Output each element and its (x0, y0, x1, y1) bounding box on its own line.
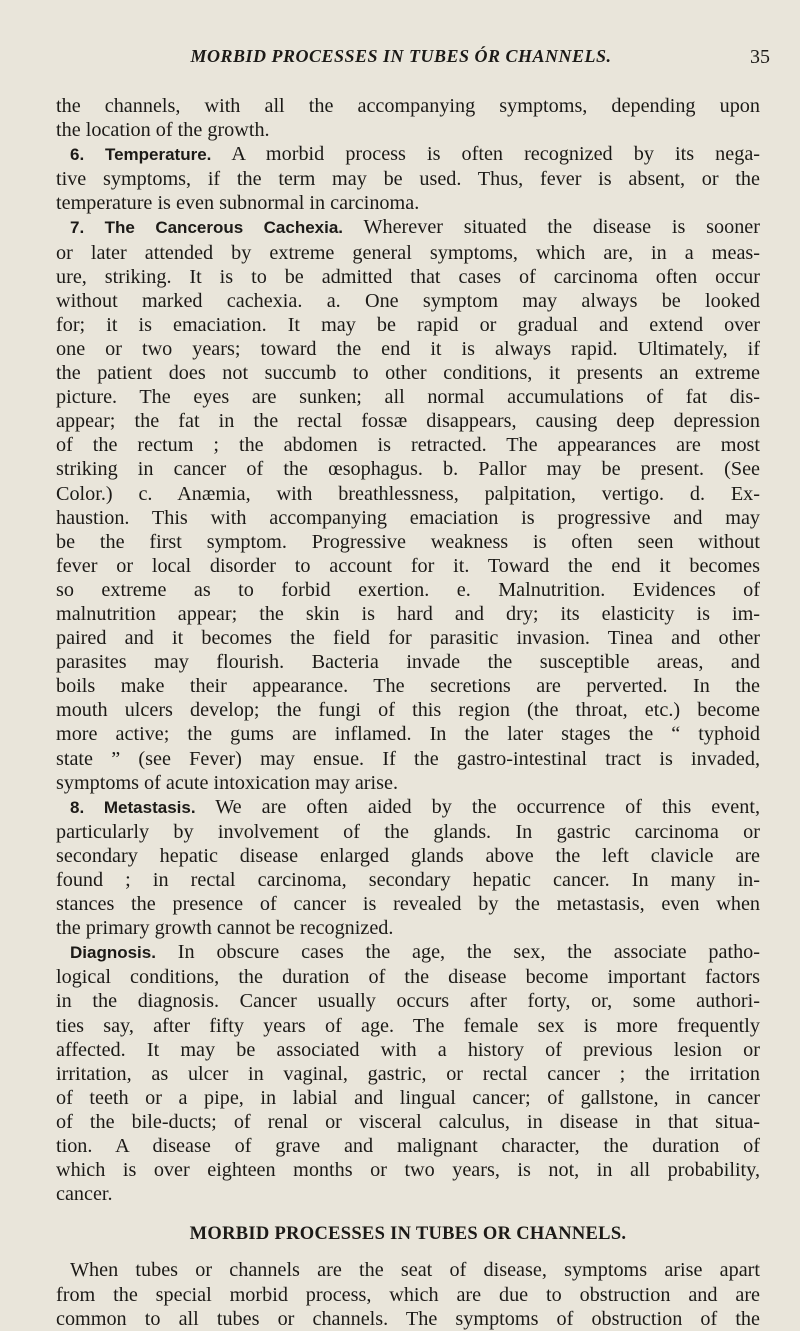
line-text: one or two years; toward the end it is always rapid. Ultimately, if (56, 337, 760, 360)
text-line (56, 892, 760, 916)
text-line (56, 626, 760, 650)
text-line (56, 94, 760, 118)
running-head: MORBID PROCESSES IN TUBES ÓR CHANNELS. (190, 46, 612, 66)
text-line (56, 385, 760, 409)
text-line (56, 674, 760, 698)
line-text: haustion. This with accompanying emaciation is progressive and may (56, 506, 760, 529)
line-text: so extreme as to forbid exertion. e. Malnutrition. Evidences of (56, 578, 760, 601)
line-text: stances the presence of cancer is revealed by the metastasis, even when (56, 893, 760, 916)
text-line (56, 1038, 760, 1062)
line-text: found ; in rectal carcinoma, secondary hepatic cancer. In many in- (56, 869, 760, 891)
text-line (56, 820, 760, 844)
line-text: be the first symptom. Progressive weakness is often seen without (56, 530, 760, 553)
text-line (56, 578, 760, 602)
text-line (56, 313, 760, 337)
text-line (56, 191, 760, 215)
section-heading: MORBID PROCESSES IN TUBES OR CHANNELS. (189, 1224, 627, 1245)
text-line (56, 989, 760, 1013)
text-line (56, 1307, 760, 1331)
text-line (56, 698, 760, 722)
line-text: from the special morbid process, which are due to obstruction and are (56, 1283, 760, 1306)
line-text: A morbid process is often recognized by its nega- (211, 143, 760, 166)
line-text: We are often aided by the occurrence of this event, (195, 795, 760, 818)
text-line (56, 1258, 760, 1282)
line-text: ties say, after fifty years of age. The female sex is more frequently (56, 1014, 760, 1037)
text-line (56, 167, 760, 191)
line-text: tion. A disease of grave and malignant character, the duration of (56, 1135, 760, 1158)
line-text: ure, striking. It is to be admitted that cases of carcinoma often occur (56, 265, 760, 288)
text-line (56, 1158, 760, 1182)
line-text: paired and it becomes the field for parasitic invasion. Tinea and other (56, 627, 760, 650)
text-line (56, 215, 760, 240)
line-text: state ” (see Fever) may ensue. If the gastro-intestinal tract is invaded, (56, 747, 760, 770)
line-text: of teeth or a pipe, in labial and lingual cancer; of gallstone, in cancer (56, 1086, 760, 1109)
text-line (56, 916, 760, 940)
line-text: for; it is emaciation. It may be rapid or gradual and extend over (56, 313, 760, 336)
line-text: symptoms of acute intoxication may arise. (56, 771, 398, 794)
line-text: logical conditions, the duration of the disease become important factors (56, 966, 760, 989)
text-line (56, 361, 760, 385)
text-line (56, 650, 760, 674)
paragraph-lead: 6. Temperature. (70, 145, 212, 165)
line-text: striking in cancer of the œsophagus. b. Pallor may be present. (See (56, 458, 760, 481)
line-text: Color.) c. Anæmia, with breathlessness, palpitation, vertigo. d. Ex- (56, 482, 760, 505)
main-paragraphs (56, 94, 760, 1206)
paragraph-lead: 7. The Cancerous Cachexia. (70, 218, 344, 238)
line-text: secondary hepatic disease enlarged glands above the left clavicle are (56, 844, 760, 867)
text-line (56, 337, 760, 361)
page-number: 35 (750, 46, 770, 68)
text-line (56, 1110, 760, 1134)
text-line (56, 409, 760, 433)
line-text: temperature is even subnormal in carcinoma. (56, 192, 420, 215)
text-line (56, 1014, 760, 1038)
line-text: picture. The eyes are sunken; all normal accumulations of fat dis- (56, 386, 760, 409)
text-line (56, 965, 760, 989)
text-line (56, 433, 760, 457)
line-text: without marked cachexia. a. One symptom may always be looked (56, 289, 760, 312)
line-text: parasites may flourish. Bacteria invade the susceptible areas, and (56, 651, 760, 674)
line-text: which is over eighteen months or two years, is not, in all probability, (56, 1159, 760, 1182)
paragraph-lead: Diagnosis. (70, 943, 156, 963)
text-line (56, 747, 760, 771)
text-line (56, 482, 760, 506)
text-line (56, 844, 760, 868)
line-text: particularly by involvement of the glands. In gastric carcinoma or (56, 820, 760, 843)
text-line (56, 142, 760, 167)
text-line (56, 771, 760, 795)
line-text: the location of the growth. (56, 119, 270, 142)
text-line (56, 1062, 760, 1086)
line-text: or later attended by extreme general symptoms, which are, in a meas- (56, 241, 760, 264)
line-text: the primary growth cannot be recognized. (56, 917, 394, 940)
line-text: cancer. (56, 1183, 113, 1206)
text-line (56, 722, 760, 746)
text-line (56, 1086, 760, 1110)
line-text: the patient does not succumb to other conditions, it presents an extreme (56, 362, 760, 385)
text-line (56, 265, 760, 289)
text-line (56, 457, 760, 481)
line-text: tive symptoms, if the term may be used. Thus, fever is absent, or the (56, 168, 760, 191)
line-text: the channels, with all the accompanying symptoms, depending upon (56, 95, 760, 117)
text-line (56, 554, 760, 578)
text-line (56, 602, 760, 626)
line-text: Wherever situated the disease is sooner (343, 216, 760, 239)
text-line (56, 118, 760, 142)
line-text: mouth ulcers develop; the fungi of this region (the throat, etc.) become (56, 699, 760, 722)
line-text: more active; the gums are inflamed. In the later stages the “ typhoid (56, 723, 760, 746)
text-line (56, 289, 760, 313)
text-line (56, 1134, 760, 1158)
line-text: appear; the fat in the rectal fossæ disappears, causing deep depression (56, 410, 760, 433)
text-line (56, 1283, 760, 1307)
line-text: malnutrition appear; the skin is hard and dry; its elasticity is im- (56, 602, 760, 625)
text-line (56, 506, 760, 530)
paragraph-lead: 8. Metastasis. (70, 797, 196, 817)
line-text: affected. It may be associated with a history of previous lesion or (56, 1038, 760, 1061)
text-line (56, 868, 760, 892)
line-text: fever or local disorder to account for it. Toward the end it becomes (56, 554, 760, 577)
text-line (56, 795, 760, 820)
line-text: irritation, as ulcer in vaginal, gastric, or rectal cancer ; the irritation (56, 1062, 760, 1085)
text-line (56, 1182, 760, 1206)
text-line (56, 530, 760, 554)
body-text (56, 94, 760, 1331)
text-line (56, 241, 760, 265)
line-text: of the rectum ; the abdomen is retracted. The appearances are most (56, 434, 760, 457)
line-text: boils make their appearance. The secretions are perverted. In the (56, 675, 760, 698)
line-text: In obscure cases the age, the sex, the associate patho- (155, 941, 760, 964)
line-text: When tubes or channels are the seat of disease, symptoms arise apart (70, 1259, 760, 1282)
section-paragraph (56, 1258, 760, 1330)
line-text: of the bile-ducts; of renal or visceral calculus, in disease in that situa- (56, 1110, 760, 1133)
line-text: common to all tubes or channels. The symptoms of obstruction of the (56, 1307, 760, 1330)
line-text: in the diagnosis. Cancer usually occurs after forty, or, some authori- (56, 990, 760, 1013)
text-line (56, 940, 760, 965)
